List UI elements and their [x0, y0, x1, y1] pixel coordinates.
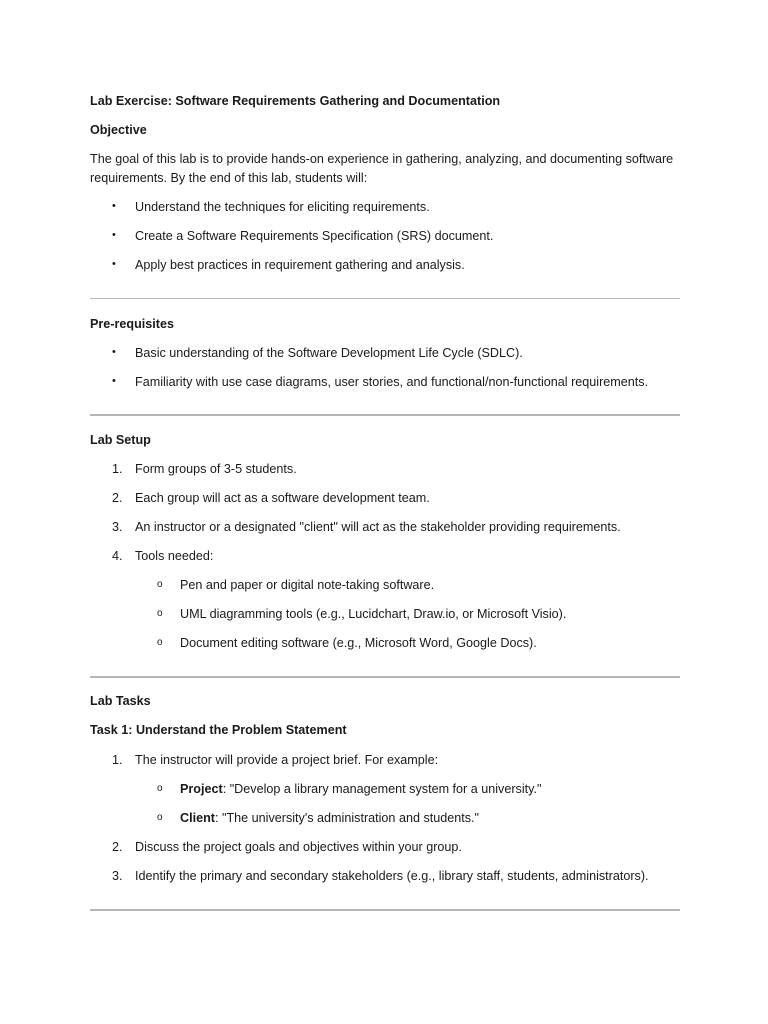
circle-bullet-icon: o	[157, 608, 163, 619]
document-title: Lab Exercise: Software Requirements Gathering and Documentation	[90, 94, 501, 108]
objective-intro-line-1: The goal of this lab is to provide hands-on experience in gathering, analyzing, and documenting software	[90, 152, 674, 166]
circle-bullet-icon: o	[157, 783, 163, 794]
list-item-text: Basic understanding of the Software Development Life Cycle (SDLC).	[135, 346, 523, 360]
bullet-icon: •	[112, 375, 116, 387]
bullet-icon: •	[112, 258, 116, 270]
step-number: 1.	[112, 753, 123, 767]
list-item-text: Each group will act as a software development team.	[135, 491, 430, 505]
step-number: 1.	[112, 462, 123, 476]
sub-list-item-text	[180, 809, 479, 828]
prerequisites-heading: Pre-requisites	[90, 317, 174, 331]
list-item-text: Identify the primary and secondary stakeholders (e.g., library staff, students, administrators).	[135, 869, 649, 883]
section-divider	[90, 414, 680, 416]
circle-bullet-icon: o	[157, 579, 163, 590]
task-1-heading: Task 1: Understand the Problem Statement	[90, 723, 347, 737]
section-divider	[90, 909, 680, 911]
sub-list-item-text: UML diagramming tools (e.g., Lucidchart, Draw.io, or Microsoft Visio).	[180, 607, 567, 621]
section-divider	[90, 298, 680, 299]
list-item-text: The instructor will provide a project brief. For example:	[135, 753, 439, 767]
objective-intro-line-2: requirements. By the end of this lab, students will:	[90, 171, 368, 185]
step-number: 3.	[112, 869, 123, 883]
sub-list-item-text	[180, 780, 541, 799]
sub-list-item-text: Document editing software (e.g., Microsoft Word, Google Docs).	[180, 636, 537, 650]
step-number: 2.	[112, 491, 123, 505]
bullet-icon: •	[112, 200, 116, 212]
example-label: Client	[180, 811, 215, 825]
step-number: 3.	[112, 520, 123, 534]
circle-bullet-icon: o	[157, 812, 163, 823]
example-label: Project	[180, 782, 223, 796]
bullet-icon: •	[112, 229, 116, 241]
sub-list-item-text: Pen and paper or digital note-taking software.	[180, 578, 435, 592]
step-number: 4.	[112, 549, 123, 563]
list-item-text: Create a Software Requirements Specification (SRS) document.	[135, 229, 494, 243]
lab-setup-heading: Lab Setup	[90, 433, 151, 447]
section-divider	[90, 676, 680, 678]
example-text: : "The university's administration and students."	[214, 811, 480, 825]
list-item-text: Tools needed:	[135, 549, 214, 563]
list-item-text: Apply best practices in requirement gathering and analysis.	[135, 258, 465, 272]
circle-bullet-icon: o	[157, 637, 163, 648]
list-item-text: Discuss the project goals and objectives within your group.	[135, 840, 462, 854]
lab-tasks-heading: Lab Tasks	[90, 694, 151, 708]
list-item-text: An instructor or a designated "client" will act as the stakeholder providing requirements.	[135, 520, 621, 534]
list-item-text: Familiarity with use case diagrams, user stories, and functional/non-functional requirements.	[135, 375, 649, 389]
list-item-text: Form groups of 3-5 students.	[135, 462, 297, 476]
list-item-text: Understand the techniques for eliciting requirements.	[135, 200, 430, 214]
objective-heading: Objective	[90, 123, 147, 137]
step-number: 2.	[112, 840, 123, 854]
bullet-icon: •	[112, 346, 116, 358]
example-text: : "Develop a library management system for a university."	[222, 782, 542, 796]
